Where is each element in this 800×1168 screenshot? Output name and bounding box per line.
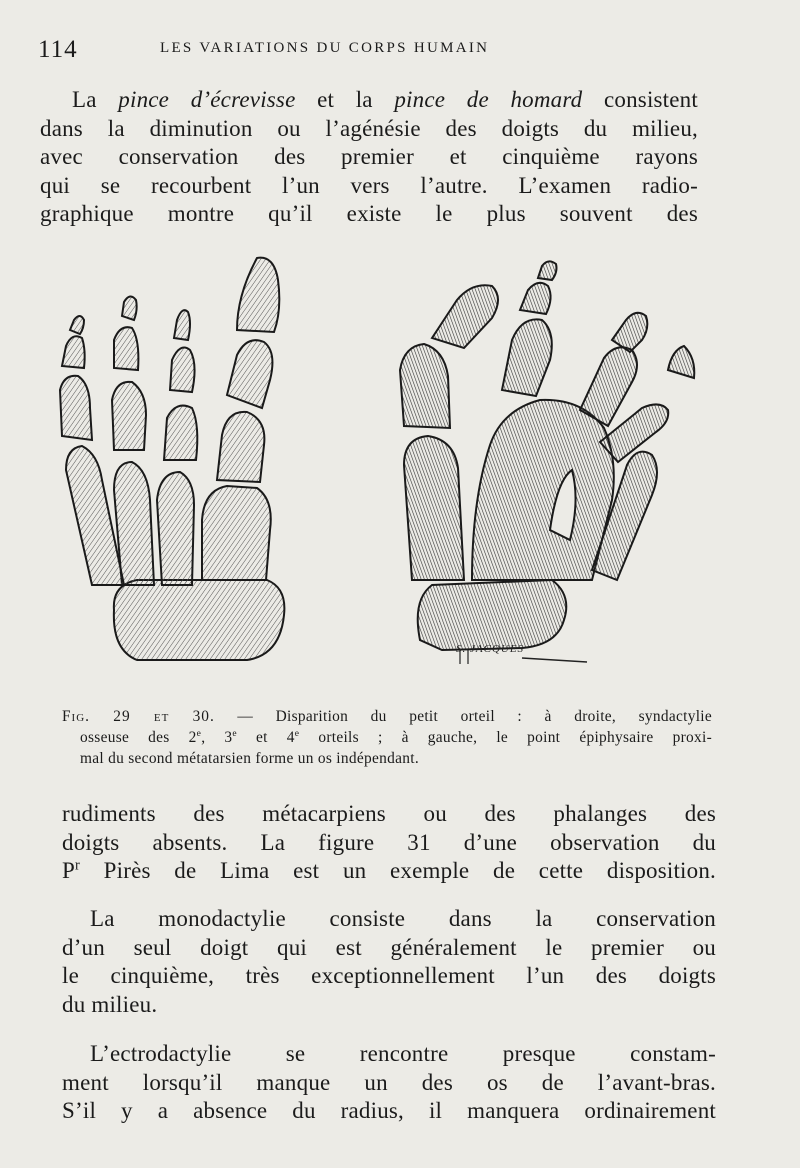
caption-line: mal du second métatarsien forme un os indépendant.	[80, 750, 419, 767]
text-line: S’il y a absence du radius, il manquera ordinairement	[62, 1098, 716, 1124]
figure-foot-skeletons	[52, 250, 712, 670]
text-line: La monodactylie consiste dans la conservation	[90, 906, 716, 931]
text-line: le cinquième, très exceptionnellement l’un des doigts	[62, 963, 716, 989]
text-line: ment lorsqu’il manque un des os de l’avant-bras.	[62, 1069, 716, 1095]
text-line: graphique montre qu’il existe le plus souvent des	[40, 201, 698, 227]
text-line: avec conservation des premier et cinquième rayons	[40, 144, 698, 170]
paragraph-ectrodactylie	[62, 1040, 716, 1126]
page-number: 114	[38, 36, 78, 63]
artist-signature	[456, 643, 587, 664]
term-pince-homard: pince de homard	[394, 87, 583, 112]
text-line: doigts absents. La figure 31 d’une observation du	[62, 829, 716, 855]
text-line: L’ectrodactylie se rencontre presque constam-	[90, 1041, 716, 1066]
text-line: qui se recourbent l’un vers l’autre. L’examen radio-	[40, 172, 698, 198]
text-line: du milieu.	[62, 991, 158, 1017]
page-header	[38, 36, 738, 66]
text-line: $P^r$ Pirès de Lima est un exemple de cette disposition.	[62, 857, 716, 884]
running-title: LES VARIATIONS DU CORPS HUMAIN	[160, 40, 490, 56]
right-foot-illustration	[400, 261, 694, 650]
figure-caption	[62, 706, 712, 769]
term-pince-ecrevisse: pince d’écrevisse	[118, 87, 296, 112]
paragraph-rudiments	[62, 800, 716, 886]
text-line: La pince d’écrevisse et la pince de homard consistent	[72, 87, 698, 112]
paragraph-monodactylie	[62, 905, 716, 1019]
left-foot-illustration	[60, 258, 284, 660]
text-line: d’un seul doigt qui est généralement le premier ou	[62, 934, 716, 960]
text-line: dans la diminution ou l’agénésie des doigts du milieu,	[40, 115, 698, 141]
paragraph-pince	[40, 86, 698, 229]
figure-label: Fig. 29 et 30.	[62, 708, 215, 725]
caption-line: osseuse des 2e, 3e et 4e orteils ; à gauche, le point épiphysaire proxi-	[80, 727, 713, 746]
svg-text:S. JACQUES: S. JACQUES	[456, 643, 525, 655]
caption-line: Fig. 29 et 30. — Disparition du petit orteil : à droite, syndactylie	[62, 708, 713, 725]
text-line: rudiments des métacarpiens ou des phalanges des	[62, 801, 716, 826]
